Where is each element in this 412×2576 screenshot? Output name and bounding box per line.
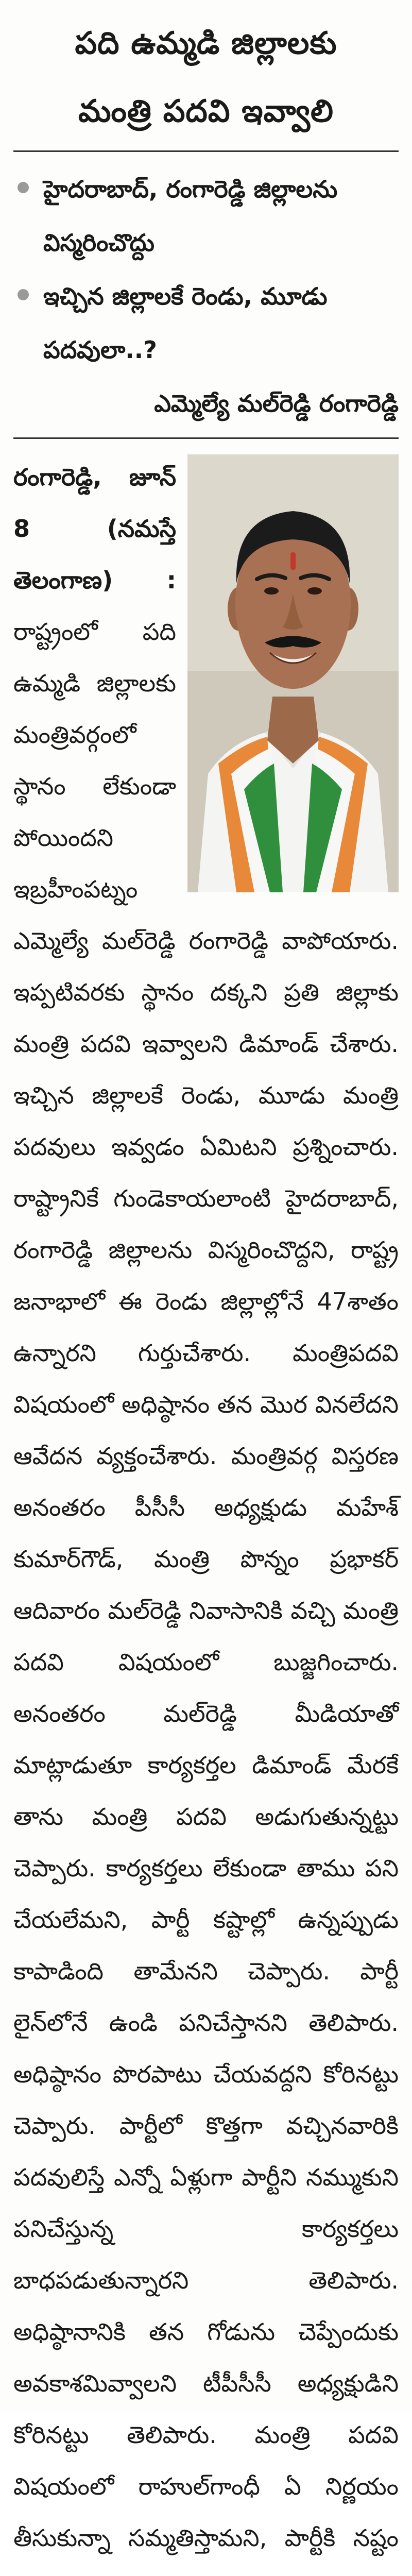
- headline-line-1: పది ఉమ్మడి జిల్లాలకు: [75, 25, 337, 61]
- bullet-dot-icon: [18, 182, 29, 193]
- person-portrait-photo: [187, 454, 399, 892]
- article-body: [13, 451, 399, 2576]
- dateline: రంగారెడ్డి, జూన్‌ 8 (నమస్తే తెలంగాణ) :: [13, 463, 176, 594]
- person-portrait-icon: [187, 454, 399, 892]
- bullet-dot-icon: [18, 289, 29, 300]
- byline: ఎమ్మెల్యే మల్‌రెడ్డి రంగారెడ్డి: [13, 377, 399, 439]
- headline-block: [13, 9, 399, 152]
- bullet-text: హైదరాబాద్‌, రంగారెడ్డి జిల్లాలను విస్మరించొద్దు: [43, 175, 338, 257]
- bullet-item: [13, 162, 399, 269]
- headline-line-2: మంత్రి పదవి ఇవ్వాలి: [78, 93, 334, 129]
- bullet-text: ఇచ్చిన జిల్లాలకే రెండు, మూడు పదవులా..?: [43, 282, 328, 364]
- subheadline-bullets: [13, 162, 399, 377]
- article-text: రాష్ట్రంలో పది ఉమ్మడి జిల్లాలకు మంత్రివర్గంలో స్థానం లేకుండా పోయిందని ఇబ్రహీంపట్నం ఎమ్మెల్యే మల్‌రెడ్డి రంగారెడ్డి వాపోయారు. ఇప్పటివరకు స్థానం దక్కని ప్రతి జిల్లాకు మంత్రి పదవి ఇవ్వాలని డిమాండ్‌ చేశారు. ఇచ్చిన జిల్లాలకే రెండు, మూడు మంత్రి పదవులు ఇవ్వడం ఏమిటని ప్రశ్నించారు. రాష్ట్రానికే గుండెకాయలాంటి హైదరాబాద్‌, రంగారెడ్డి జిల్లాలను విస్మరించొద్దని, రాష్ట్ర జనాభాలో ఈ రెండు జిల్లాల్లోనే 47శాతం ఉన్నారని గుర్తుచేశారు. మంత్రిపదవి విషయంలో అధిష్ఠానం తన మొర వినలేదని ఆవేదన వ్యక్తంచేశారు. మంత్రివర్గ విస్తరణ అనంతరం పీసీసీ అధ్యక్షుడు మహేశ్‌ కుమార్‌గౌడ్‌, మంత్రి పొన్నం ప్రభాకర్‌ ఆదివారం మల్‌రెడ్డి నివాసానికి వచ్చి మంత్రి పదవి విషయంలో బుజ్జగించారు. అనంతరం మల్‌రెడ్డి మీడియాతో మాట్లాడుతూ కార్యకర్తల డిమాండ్‌ మేరకే తాను మంత్రి పదవి అడుగుతున్నట్టు చెప్పారు. కార్యకర్తలు లేకుండా తాము పని చేయలేమని, పార్టీ కష్టాల్లో ఉన్నప్పుడు కాపాడింది తామేనని చెప్పారు. పార్టీ లైన్‌లోనే ఉండి పనిచేస్తానని తెలిపారు. అధిష్ఠానం పొరపాటు చేయవద్దని కోరినట్టు చెప్పారు. పార్టీలో కొత్తగా వచ్చినవారికి పదవులిస్తే ఎన్నో ఏళ్లుగా పార్టీని నమ్ముకుని పనిచేస్తున్న కార్యకర్తలు బాధపడుతున్నారని తెలిపారు. అధిష్ఠానానికి తన గోడును చెప్పేందుకు అవకాశమివ్వాలని టీపీసీసీ అధ్యక్షుడిని కోరినట్టు తెలిపారు. మంత్రి పదవి విషయంలో రాహుల్‌గాంధీ ఏ నిర్ణయం తీసుకున్నా సమ్మతిస్తామని, పార్టీకి నష్టం: [13, 618, 399, 2552]
- bullet-item: [13, 269, 399, 377]
